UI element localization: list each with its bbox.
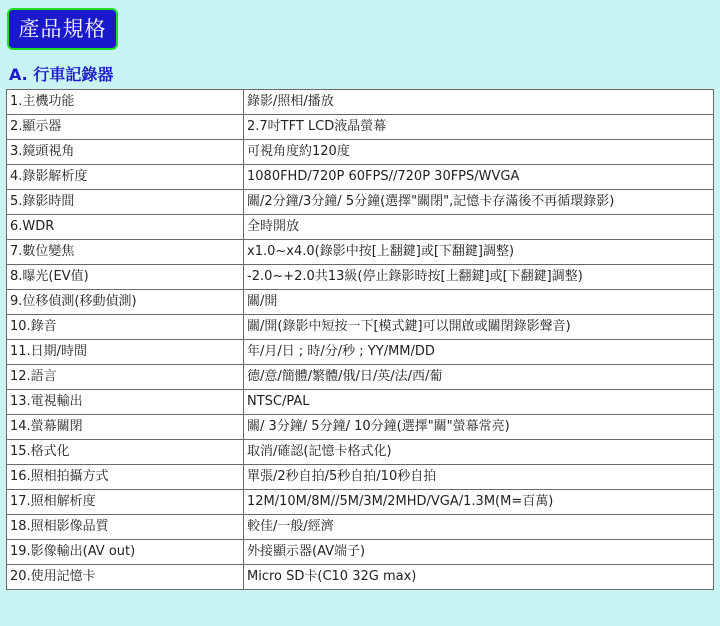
spec-value: Micro SD卡(C10 32G max) xyxy=(244,565,714,590)
table-row xyxy=(7,240,714,265)
spec-value: 2.7吋TFT LCD液晶螢幕 xyxy=(244,115,714,140)
table-row xyxy=(7,140,714,165)
spec-value: 外接顯示器(AV端子) xyxy=(244,540,714,565)
spec-label: 5.錄影時間 xyxy=(7,190,244,215)
spec-value: 關/ 3分鐘/ 5分鐘/ 10分鐘(選擇"關"螢幕常亮) xyxy=(244,415,714,440)
table-row xyxy=(7,340,714,365)
spec-value: 1080FHD/720P 60FPS//720P 30FPS/WVGA xyxy=(244,165,714,190)
product-spec-badge: 產品規格 xyxy=(7,8,118,50)
spec-value: 較佳/一般/經濟 xyxy=(244,515,714,540)
spec-label: 6.WDR xyxy=(7,215,244,240)
table-row xyxy=(7,190,714,215)
spec-label: 11.日期/時間 xyxy=(7,340,244,365)
spec-label: 20.使用記憶卡 xyxy=(7,565,244,590)
spec-label: 15.格式化 xyxy=(7,440,244,465)
table-row xyxy=(7,215,714,240)
table-row xyxy=(7,565,714,590)
spec-value: 關/開(錄影中短按一下[模式鍵]可以開啟或關閉錄影聲音) xyxy=(244,315,714,340)
spec-value: 全時開放 xyxy=(244,215,714,240)
table-row xyxy=(7,165,714,190)
table-row xyxy=(7,315,714,340)
table-row xyxy=(7,390,714,415)
table-row xyxy=(7,490,714,515)
table-row xyxy=(7,90,714,115)
spec-label: 13.電視輸出 xyxy=(7,390,244,415)
spec-label: 19.影像輸出(AV out) xyxy=(7,540,244,565)
spec-label: 8.曝光(EV值) xyxy=(7,265,244,290)
table-row xyxy=(7,515,714,540)
spec-label: 16.照相拍攝方式 xyxy=(7,465,244,490)
section-title: A. 行車記錄器 xyxy=(9,65,114,84)
spec-label: 10.錄音 xyxy=(7,315,244,340)
spec-value: 錄影/照相/播放 xyxy=(244,90,714,115)
spec-value: 德/意/簡體/繁體/俄/日/英/法/西/葡 xyxy=(244,365,714,390)
table-row xyxy=(7,440,714,465)
spec-table xyxy=(6,89,714,590)
spec-value: 年/月/日 ; 時/分/秒 ; YY/MM/DD xyxy=(244,340,714,365)
spec-label: 2.顯示器 xyxy=(7,115,244,140)
table-row xyxy=(7,265,714,290)
spec-label: 18.照相影像品質 xyxy=(7,515,244,540)
table-row xyxy=(7,290,714,315)
table-row xyxy=(7,465,714,490)
spec-value: 可視角度約120度 xyxy=(244,140,714,165)
spec-label: 9.位移偵測(移動偵測) xyxy=(7,290,244,315)
table-row xyxy=(7,415,714,440)
spec-value: x1.0~x4.0(錄影中按[上翻鍵]或[下翻鍵]調整) xyxy=(244,240,714,265)
spec-value: NTSC/PAL xyxy=(244,390,714,415)
spec-label: 4.錄影解析度 xyxy=(7,165,244,190)
table-row xyxy=(7,540,714,565)
spec-label: 12.語言 xyxy=(7,365,244,390)
spec-label: 7.數位變焦 xyxy=(7,240,244,265)
spec-label: 1.主機功能 xyxy=(7,90,244,115)
spec-value: -2.0~+2.0共13級(停止錄影時按[上翻鍵]或[下翻鍵]調整) xyxy=(244,265,714,290)
table-row xyxy=(7,365,714,390)
spec-label: 3.鏡頭視角 xyxy=(7,140,244,165)
spec-value: 12M/10M/8M//5M/3M/2MHD/VGA/1.3M(M=百萬) xyxy=(244,490,714,515)
spec-value: 單張/2秒自拍/5秒自拍/10秒自拍 xyxy=(244,465,714,490)
spec-table-body xyxy=(7,90,714,590)
spec-label: 17.照相解析度 xyxy=(7,490,244,515)
spec-value: 取消/確認(記憶卡格式化) xyxy=(244,440,714,465)
spec-value: 關/2分鐘/3分鐘/ 5分鐘(選擇"關閉",記憶卡存滿後不再循環錄影) xyxy=(244,190,714,215)
spec-label: 14.螢幕關閉 xyxy=(7,415,244,440)
table-row xyxy=(7,115,714,140)
spec-value: 關/開 xyxy=(244,290,714,315)
